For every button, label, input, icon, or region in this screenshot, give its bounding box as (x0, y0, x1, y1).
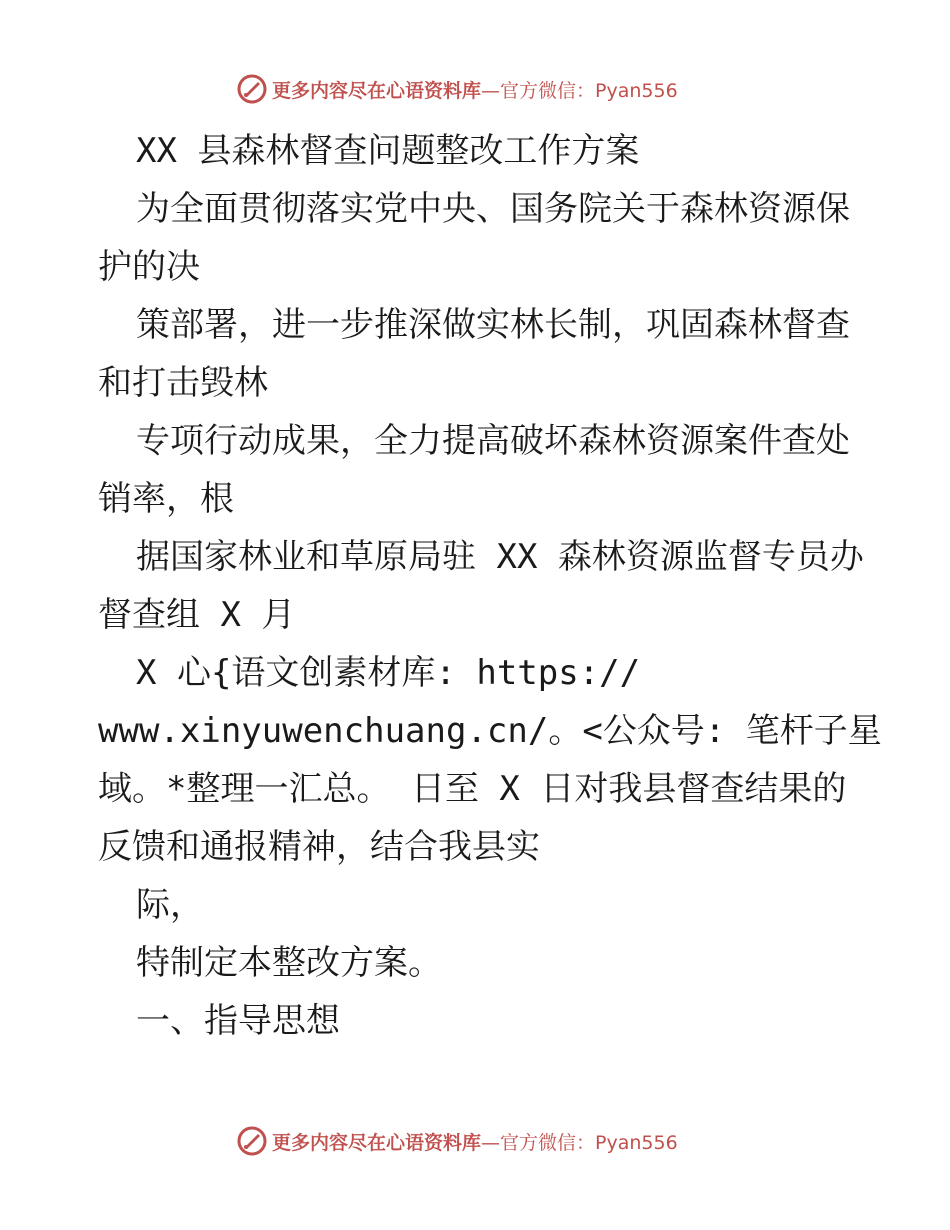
quill-logo-icon (236, 1125, 268, 1157)
text-line: X 心{语文创素材库: https:// (136, 653, 641, 693)
watermark-main-text: 更多内容尽在心语资料库 (272, 1131, 482, 1154)
footer-watermark (236, 1124, 678, 1158)
text-line: 销率，根 (98, 479, 234, 519)
text-line: 护的决 (98, 247, 200, 287)
section-heading: 一、指导思想 (136, 1001, 340, 1041)
watermark-main-text: 更多内容尽在心语资料库 (272, 79, 482, 102)
text-line: 为全面贯彻落实党中央、国务院关于森林资源保 (136, 189, 850, 229)
text-line: 策部署，进一步推深做实林长制，巩固森林督查 (136, 305, 850, 345)
text-line: 督查组 X 月 (98, 595, 296, 635)
document-title: XX 县森林督查问题整改工作方案 (136, 131, 640, 171)
quill-logo-icon (236, 73, 268, 105)
watermark-sub-text: —官方微信：Pyan556 (481, 79, 678, 102)
text-line: 据国家林业和草原局驻 XX 森林资源监督专员办 (136, 537, 864, 577)
document-body (98, 122, 882, 1050)
text-line: 特制定本整改方案。 (136, 943, 442, 983)
text-line: 反馈和通报精神，结合我县实 (98, 827, 540, 867)
text-line: 和打击毁林 (98, 363, 268, 403)
text-line: www.xinyuwenchuang.cn/。<公众号: 笔杆子星 (98, 711, 882, 751)
header-watermark (236, 72, 678, 106)
watermark-sub-text: —官方微信：Pyan556 (481, 1131, 678, 1154)
text-line: 专项行动成果，全力提高破坏森林资源案件查处 (136, 421, 850, 461)
text-line: 域。*整理一汇总。 日至 X 日对我县督查结果的 (98, 769, 847, 809)
text-line: 际， (136, 885, 204, 925)
